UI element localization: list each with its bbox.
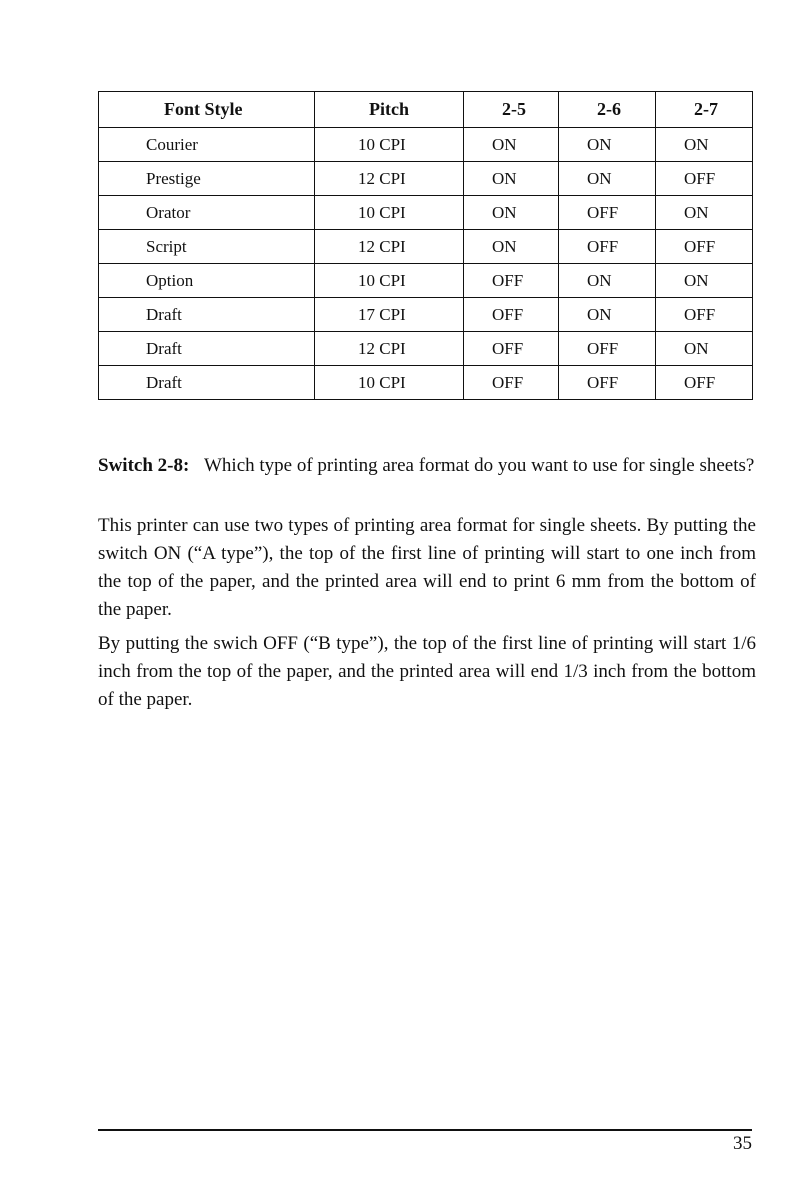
- cell-pitch: 12 CPI: [315, 162, 464, 196]
- cell-pitch: 12 CPI: [315, 332, 464, 366]
- cell-switch-2-5: ON: [464, 128, 559, 162]
- cell-switch-2-6: ON: [559, 264, 656, 298]
- cell-switch-2-5: ON: [464, 162, 559, 196]
- table-row: [99, 196, 753, 230]
- cell-switch-2-7: ON: [656, 128, 753, 162]
- cell-switch-2-7: ON: [656, 332, 753, 366]
- page-number: 35: [733, 1133, 752, 1154]
- cell-switch-2-5: OFF: [464, 298, 559, 332]
- cell-pitch: 12 CPI: [315, 230, 464, 264]
- cell-font-style: Prestige: [99, 162, 315, 196]
- table-row: [99, 162, 753, 196]
- cell-switch-2-6: OFF: [559, 366, 656, 400]
- table-row: [99, 298, 753, 332]
- cell-switch-2-5: ON: [464, 230, 559, 264]
- table-row: [99, 230, 753, 264]
- table-header-row: [99, 92, 753, 128]
- cell-pitch: 10 CPI: [315, 128, 464, 162]
- switch-label: Switch 2-8:: [98, 455, 190, 476]
- cell-switch-2-5: OFF: [464, 366, 559, 400]
- cell-font-style: Orator: [99, 196, 315, 230]
- cell-switch-2-7: OFF: [656, 298, 753, 332]
- table-row: [99, 128, 753, 162]
- cell-switch-2-5: OFF: [464, 264, 559, 298]
- cell-pitch: 10 CPI: [315, 196, 464, 230]
- cell-font-style: Script: [99, 230, 315, 264]
- cell-pitch: 17 CPI: [315, 298, 464, 332]
- cell-switch-2-5: OFF: [464, 332, 559, 366]
- header-switch-2-6: 2-6: [559, 92, 656, 128]
- table-row: [99, 332, 753, 366]
- switch-question: Which type of printing area format do you want to use for single sheets?: [204, 455, 755, 476]
- cell-switch-2-7: OFF: [656, 366, 753, 400]
- cell-switch-2-6: ON: [559, 298, 656, 332]
- header-font-style: Font Style: [99, 92, 315, 128]
- header-switch-2-5: 2-5: [464, 92, 559, 128]
- table-row: [99, 366, 753, 400]
- switch-2-8-heading: [98, 453, 758, 478]
- cell-switch-2-6: ON: [559, 128, 656, 162]
- paragraph-a-type: This printer can use two types of printing area format for single sheets. By putting the switch ON (“A type”), the top of the first line of printing will start to one inch from the top of the paper, and the printed area will end to print 6 mm from the bottom of the paper.: [98, 515, 756, 620]
- table-row: [99, 264, 753, 298]
- cell-switch-2-7: ON: [656, 196, 753, 230]
- paragraph-b-type: By putting the swich OFF (“B type”), the top of the first line of printing will start 1/6 inch from the top of the paper, and the printed area will end 1/3 inch from the bottom of the paper.: [98, 633, 756, 710]
- cell-font-style: Draft: [99, 332, 315, 366]
- cell-switch-2-7: OFF: [656, 230, 753, 264]
- cell-switch-2-6: ON: [559, 162, 656, 196]
- cell-switch-2-5: ON: [464, 196, 559, 230]
- cell-switch-2-6: OFF: [559, 230, 656, 264]
- footer-divider: [98, 1129, 752, 1131]
- header-pitch: Pitch: [315, 92, 464, 128]
- cell-switch-2-6: OFF: [559, 196, 656, 230]
- cell-switch-2-6: OFF: [559, 332, 656, 366]
- font-style-switch-table: [98, 91, 753, 400]
- cell-font-style: Draft: [99, 366, 315, 400]
- cell-font-style: Draft: [99, 298, 315, 332]
- cell-font-style: Courier: [99, 128, 315, 162]
- cell-pitch: 10 CPI: [315, 366, 464, 400]
- header-switch-2-7: 2-7: [656, 92, 753, 128]
- cell-switch-2-7: OFF: [656, 162, 753, 196]
- cell-font-style: Option: [99, 264, 315, 298]
- cell-pitch: 10 CPI: [315, 264, 464, 298]
- cell-switch-2-7: ON: [656, 264, 753, 298]
